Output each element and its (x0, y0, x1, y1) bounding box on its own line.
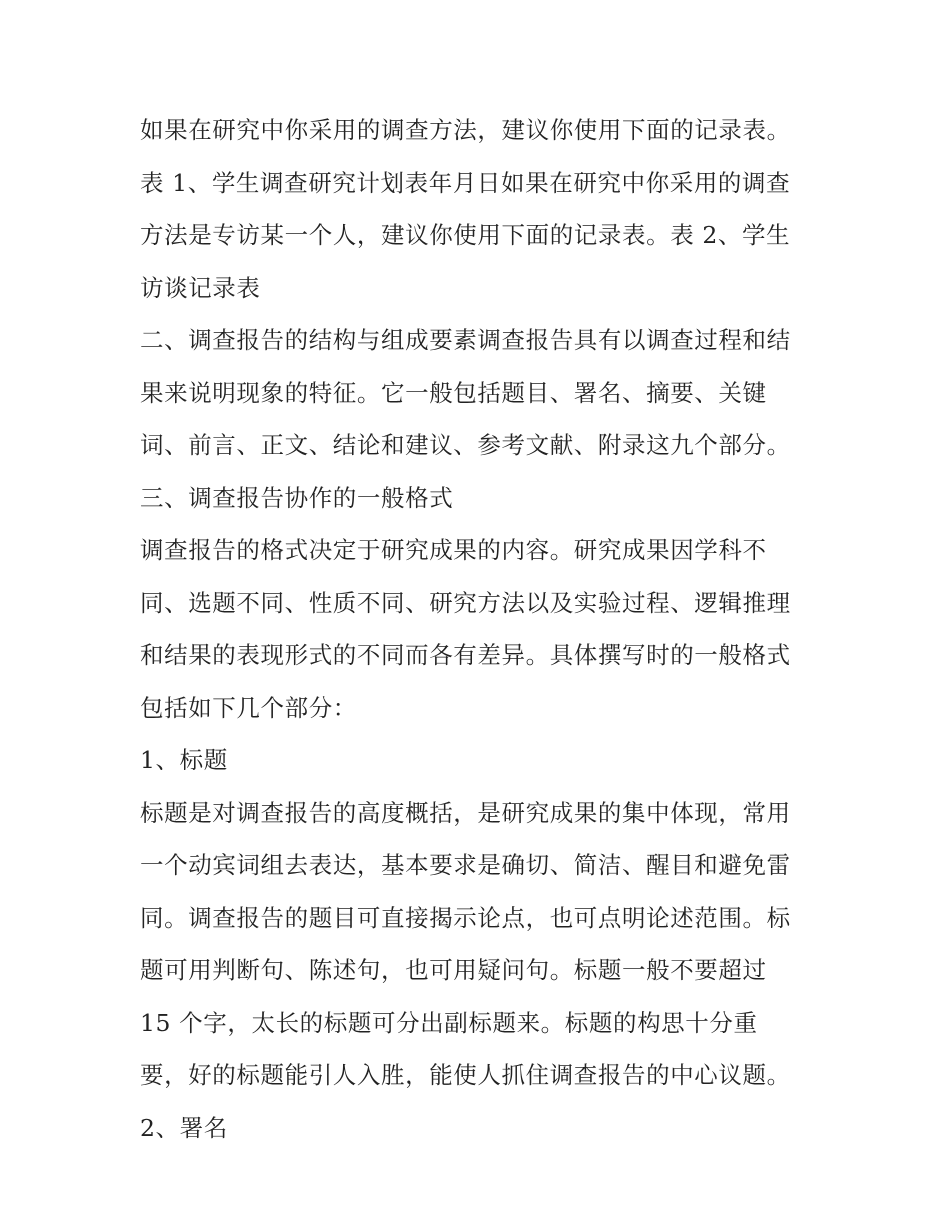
section-heading-line: 二、调查报告的结构与组成要素调查报告具有以调查过程和结 (140, 326, 791, 354)
body-text (140, 104, 820, 1154)
paragraph-line: 包括如下几个部分： (140, 693, 357, 722)
paragraph-line: 词、前言、正文、结论和建议、参考文献、附录这九个部分。 (140, 431, 791, 459)
paragraph-line: 题可用判断句、陈述句，也可用疑问句。标题一般不要超过 (140, 956, 767, 984)
paragraph-line: 和结果的表现形式的不同而各有差异。具体撰写时的一般格式 (140, 641, 791, 669)
paragraph-line: 访谈记录表 (140, 273, 261, 302)
paragraph-line: 方法是专访某一个人，建议你使用下面的记录表。表 2、学生 (140, 221, 791, 249)
paragraph-line: 标题是对调查报告的高度概括，是研究成果的集中体现，常用 (140, 798, 791, 827)
paragraph-line: 同。调查报告的题目可直接揭示论点，也可点明论述范围。标 (140, 903, 791, 932)
paragraph-line: 调查报告的格式决定于研究成果的内容。研究成果因学科不 (140, 536, 767, 564)
paragraph-line: 15 个字，太长的标题可分出副标题来。标题的构思十分重 (140, 1008, 758, 1037)
paragraph-line: 果来说明现象的特征。它一般包括题目、署名、摘要、关键 (140, 378, 767, 407)
paragraph-line: 表 1、学生调查研究计划表年月日如果在研究中你采用的调查 (140, 168, 791, 197)
paragraph-line: 如果在研究中你采用的调查方法，建议你使用下面的记录表。 (140, 116, 791, 144)
subsection-heading: 2、署名 (140, 1113, 228, 1142)
paragraph-line: 要，好的标题能引人入胜，能使人抓住调查报告的中心议题。 (140, 1061, 791, 1089)
paragraph-line: 同、选题不同、性质不同、研究方法以及实验过程、逻辑推理 (140, 588, 791, 617)
paragraph-line: 一个动宾词组去表达，基本要求是确切、简洁、醒目和避免雷 (140, 851, 791, 879)
subsection-heading: 1、标题 (140, 746, 228, 774)
section-heading: 三、调查报告协作的一般格式 (140, 483, 454, 512)
